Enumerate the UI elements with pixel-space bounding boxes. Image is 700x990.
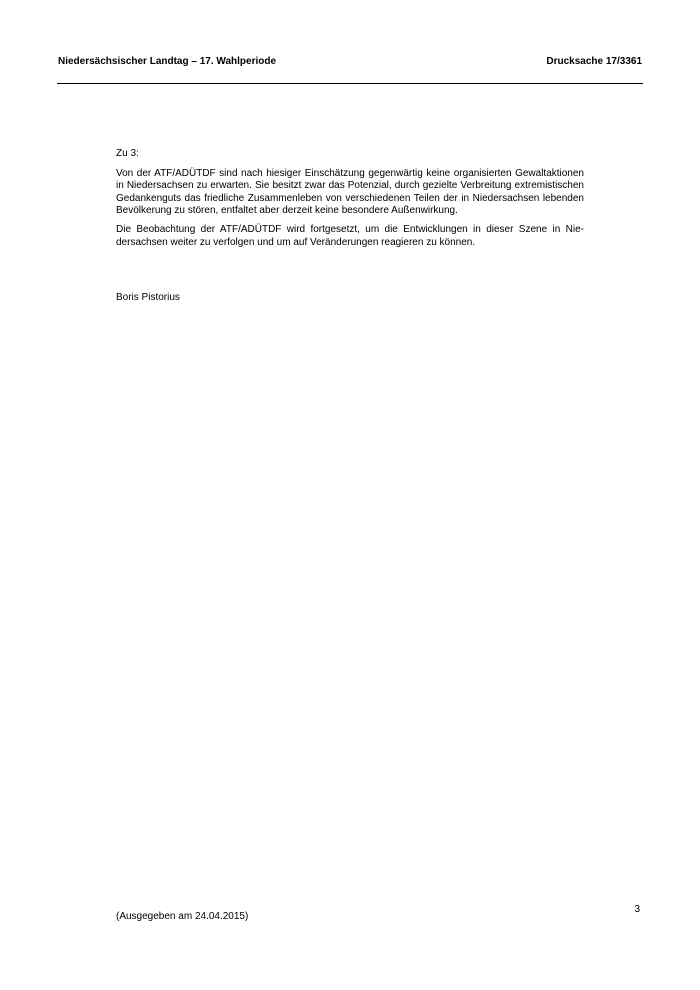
answer-paragraph-1: Von der ATF/ADÜTDF sind nach hiesiger Einschätzung gegenwärtig keine organisierten Gewaltaktionen in Niedersachsen zu erwarten. Sie besitzt zwar das Potenzial, durch gezielte Verbreitung extremistischen Gedankenguts das friedliche Zusammenleben von verschiedenen Teilen der in Niedersachsen lebenden Bevölkerung zu stören, entfaltet aber derzeit keine besondere Außenwirkung.	[116, 167, 584, 217]
page-header	[58, 56, 642, 70]
document-body	[116, 148, 584, 249]
answer-paragraph-2: Die Beobachtung der ATF/ADÜTDF wird fortgesetzt, um die Entwicklungen in dieser Szene in Niedersachsen weiter zu verfolgen und um auf Veränderungen reagieren zu können.	[116, 223, 584, 248]
signature: Boris Pistorius	[116, 292, 180, 303]
issue-date: (Ausgegeben am 24.04.2015)	[116, 911, 249, 922]
header-divider	[57, 83, 643, 84]
parliament-title: Niedersächsischer Landtag – 17. Wahlperiode	[58, 56, 277, 67]
page-number: 3	[634, 904, 640, 915]
section-label: Zu 3:	[116, 148, 139, 159]
document-number: Drucksache 17/3361	[546, 56, 642, 67]
